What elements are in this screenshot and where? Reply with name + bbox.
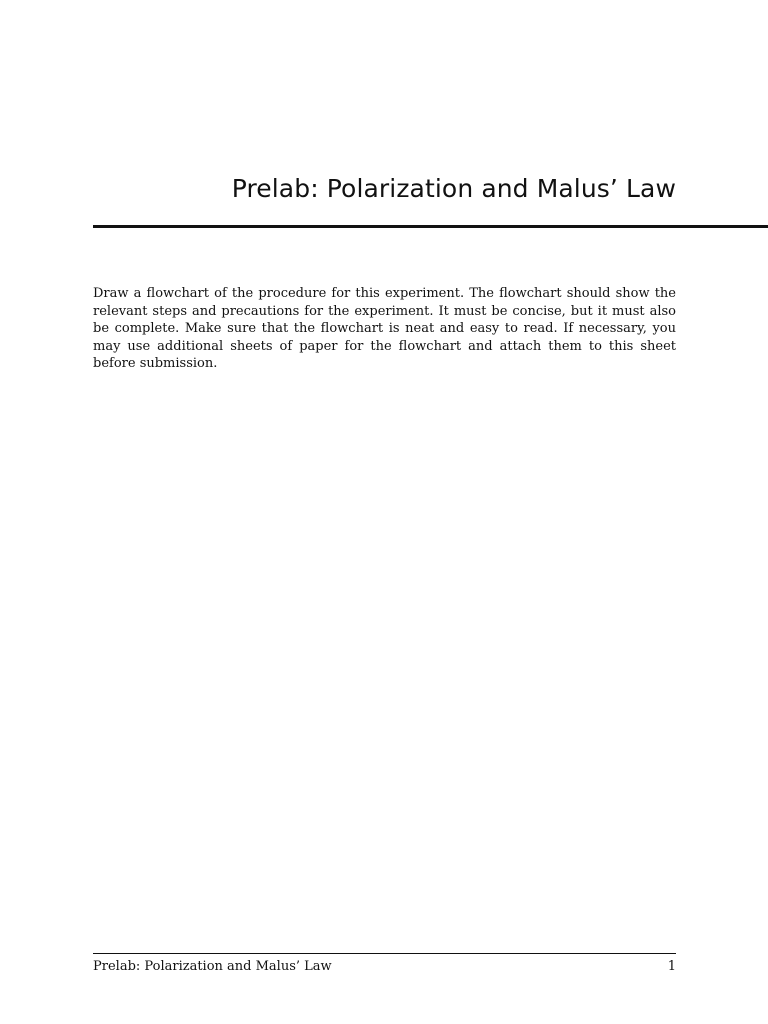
page-title: Prelab: Polarization and Malus’ Law <box>231 174 676 203</box>
instructions-paragraph: Draw a flowchart of the procedure for this experiment. The flowchart should show the relevant steps and precautions for the experiment. It must be concise, but it must also be complete. Make sure that the flowchart is neat and easy to read. If necessary, you may use additional sheets of paper for the flowchart and attach them to this sheet before submission. <box>93 286 676 372</box>
title-rule <box>93 225 768 228</box>
footer-title: Prelab: Polarization and Malus’ Law <box>93 959 332 974</box>
page-number: 1 <box>667 959 676 974</box>
page-footer <box>93 958 676 976</box>
footer-rule <box>93 953 676 954</box>
